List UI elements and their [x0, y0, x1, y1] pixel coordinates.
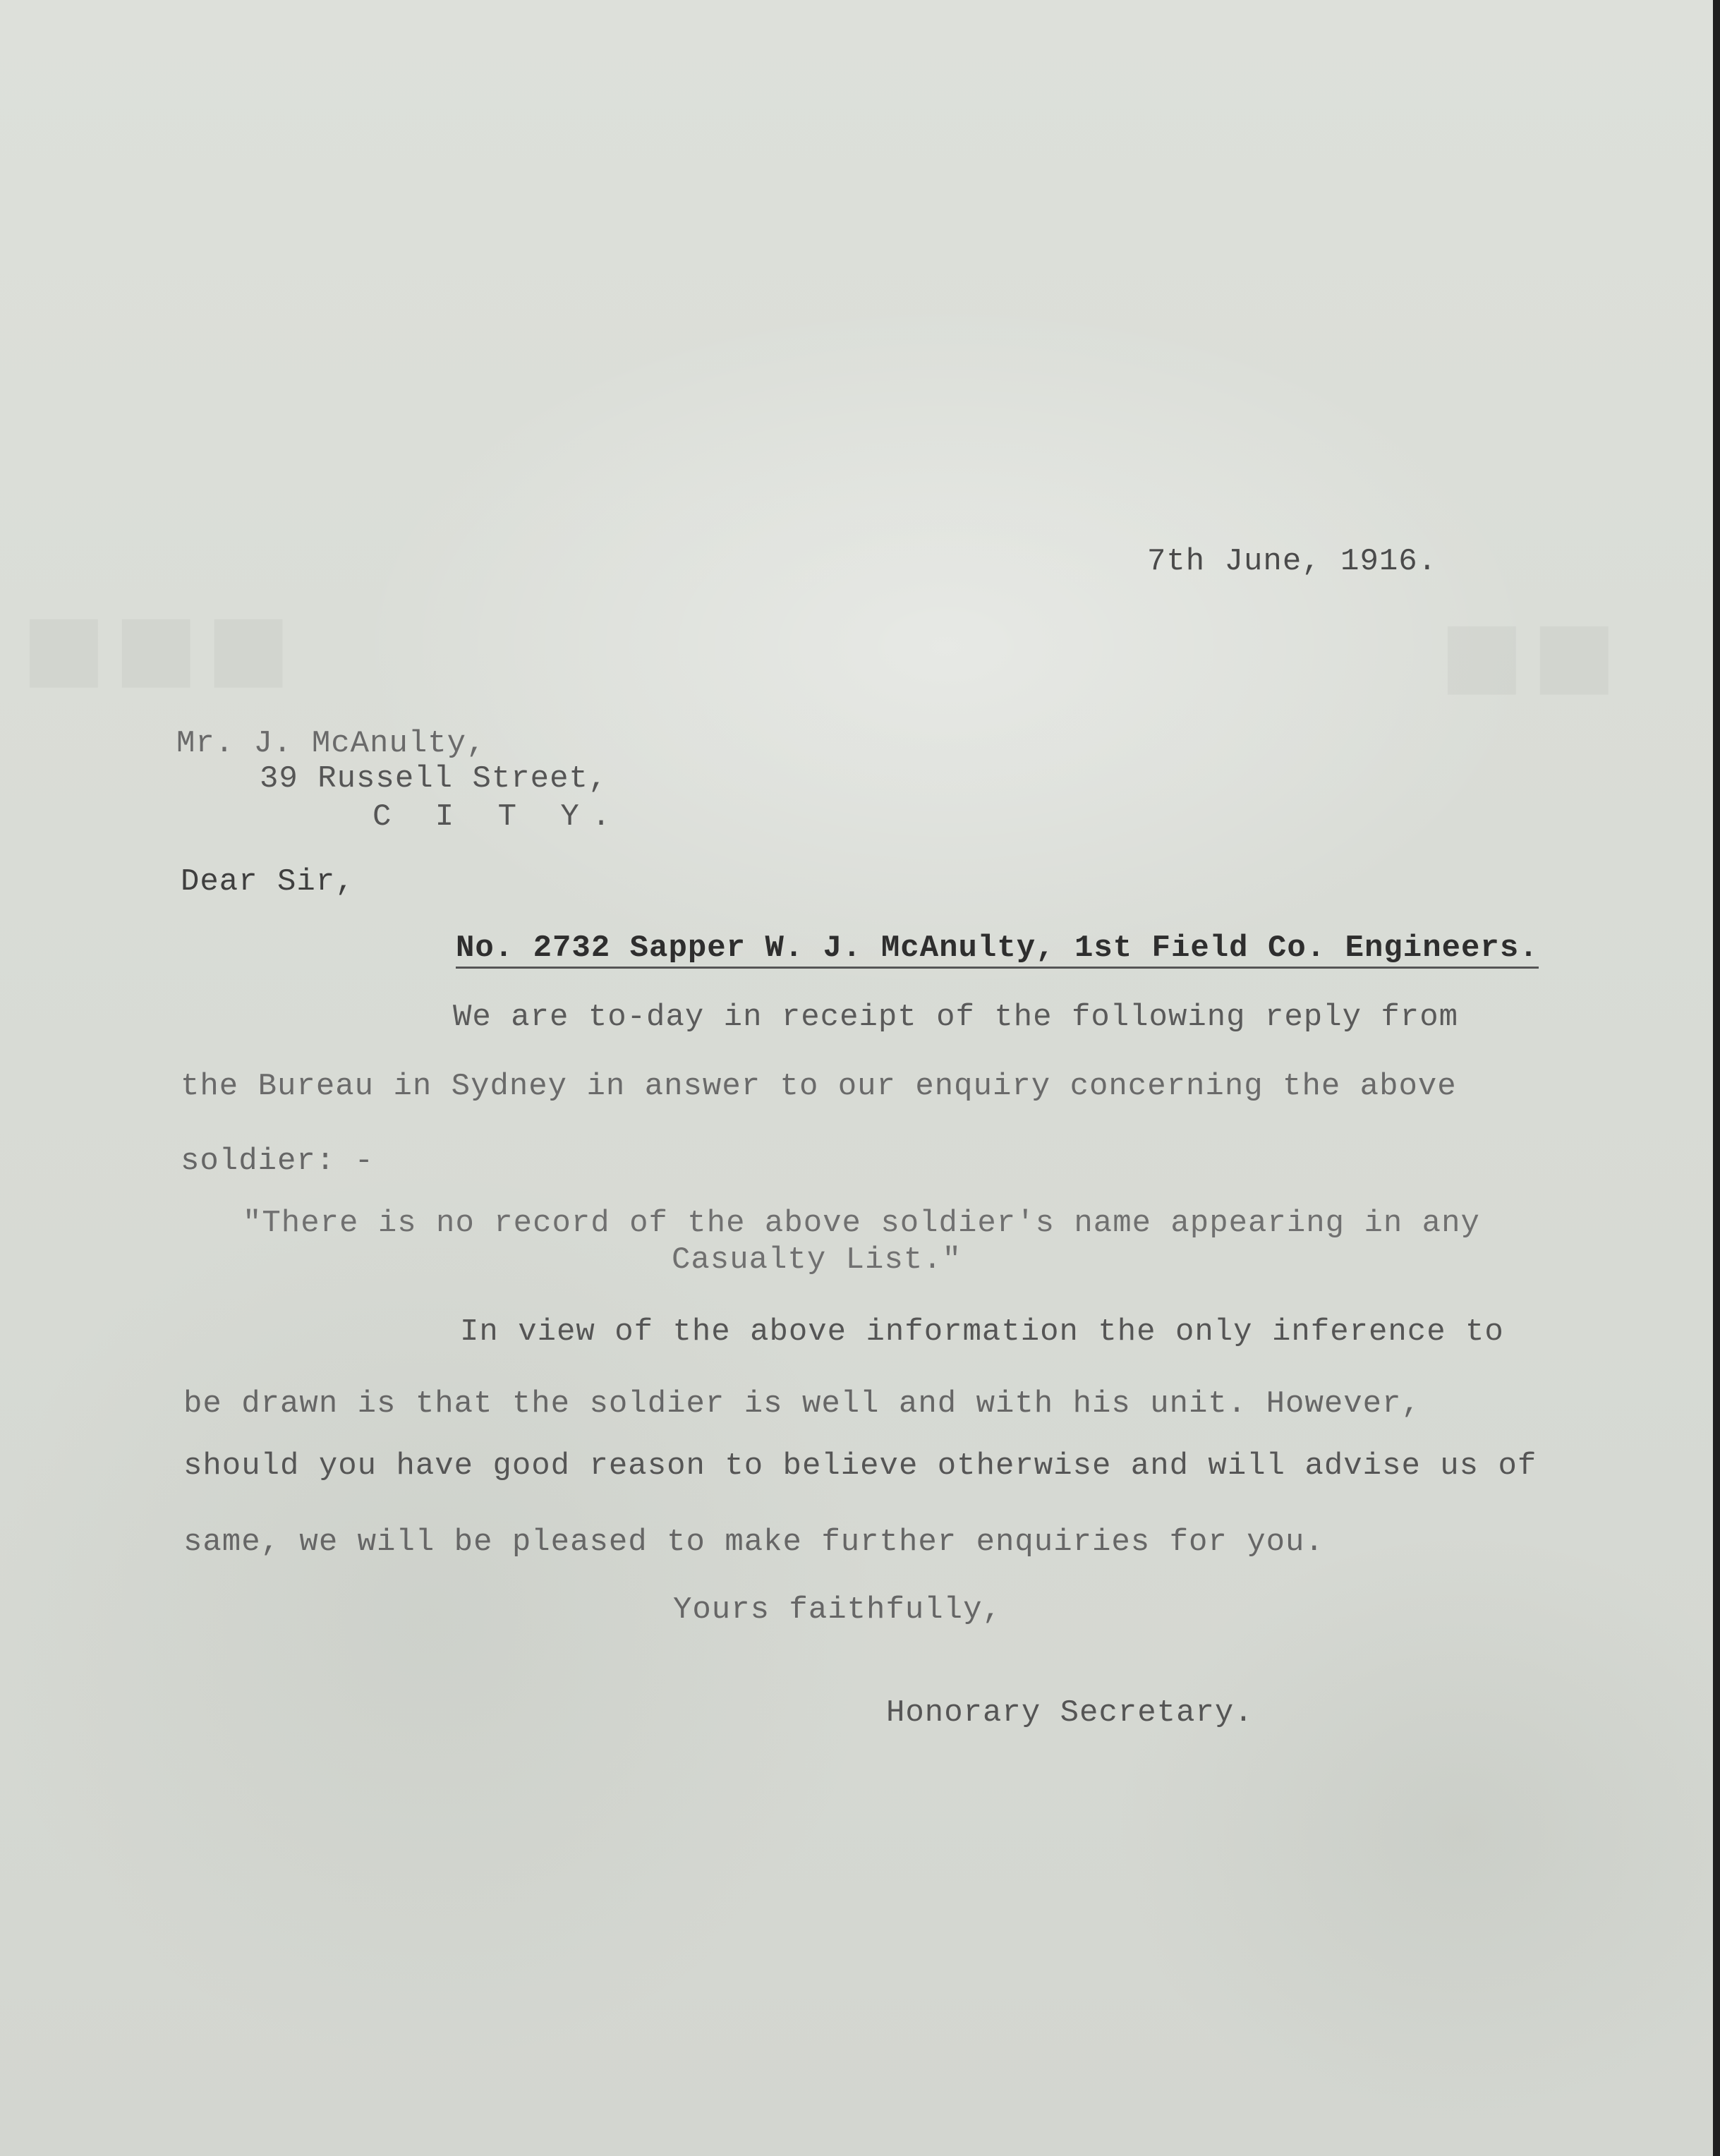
subject-line: No. 2732 Sapper W. J. McAnulty, 1st Field Co. Engineers. — [456, 933, 1539, 969]
closing: Yours faithfully, — [673, 1592, 1002, 1628]
paragraph1-line3: soldier: - — [181, 1144, 375, 1179]
ink-bleed-right: ■■ — [1439, 578, 1624, 734]
recipient-city: C I T Y. — [373, 799, 624, 835]
paragraph2-line1: In view of the above information the only inference to — [460, 1314, 1504, 1350]
recipient-name: Mr. J. McAnulty, — [176, 726, 486, 761]
paragraph2-line2: be drawn is that the soldier is well and with his unit. However, — [183, 1386, 1421, 1422]
recipient-street: 39 Russell Street, — [260, 761, 608, 797]
quote-line2: Casualty List." — [672, 1242, 962, 1278]
quote-line1: "There is no record of the above soldier's name appearing in any — [243, 1206, 1480, 1241]
letter-date: 7th June, 1916. — [1147, 544, 1438, 579]
salutation: Dear Sir, — [181, 864, 355, 900]
signature-title: Honorary Secretary. — [886, 1695, 1254, 1731]
ink-bleed-left: ■■■ — [21, 571, 298, 727]
scan-edge — [1713, 0, 1720, 2156]
paragraph2-line4: same, we will be pleased to make further enquiries for you. — [183, 1525, 1324, 1560]
paragraph2-line3: should you have good reason to believe otherwise and will advise us of — [183, 1448, 1537, 1484]
paragraph1-line1: We are to-day in receipt of the following reply from — [453, 1000, 1459, 1035]
paragraph1-line2: the Bureau in Sydney in answer to our enquiry concerning the above — [181, 1069, 1457, 1104]
